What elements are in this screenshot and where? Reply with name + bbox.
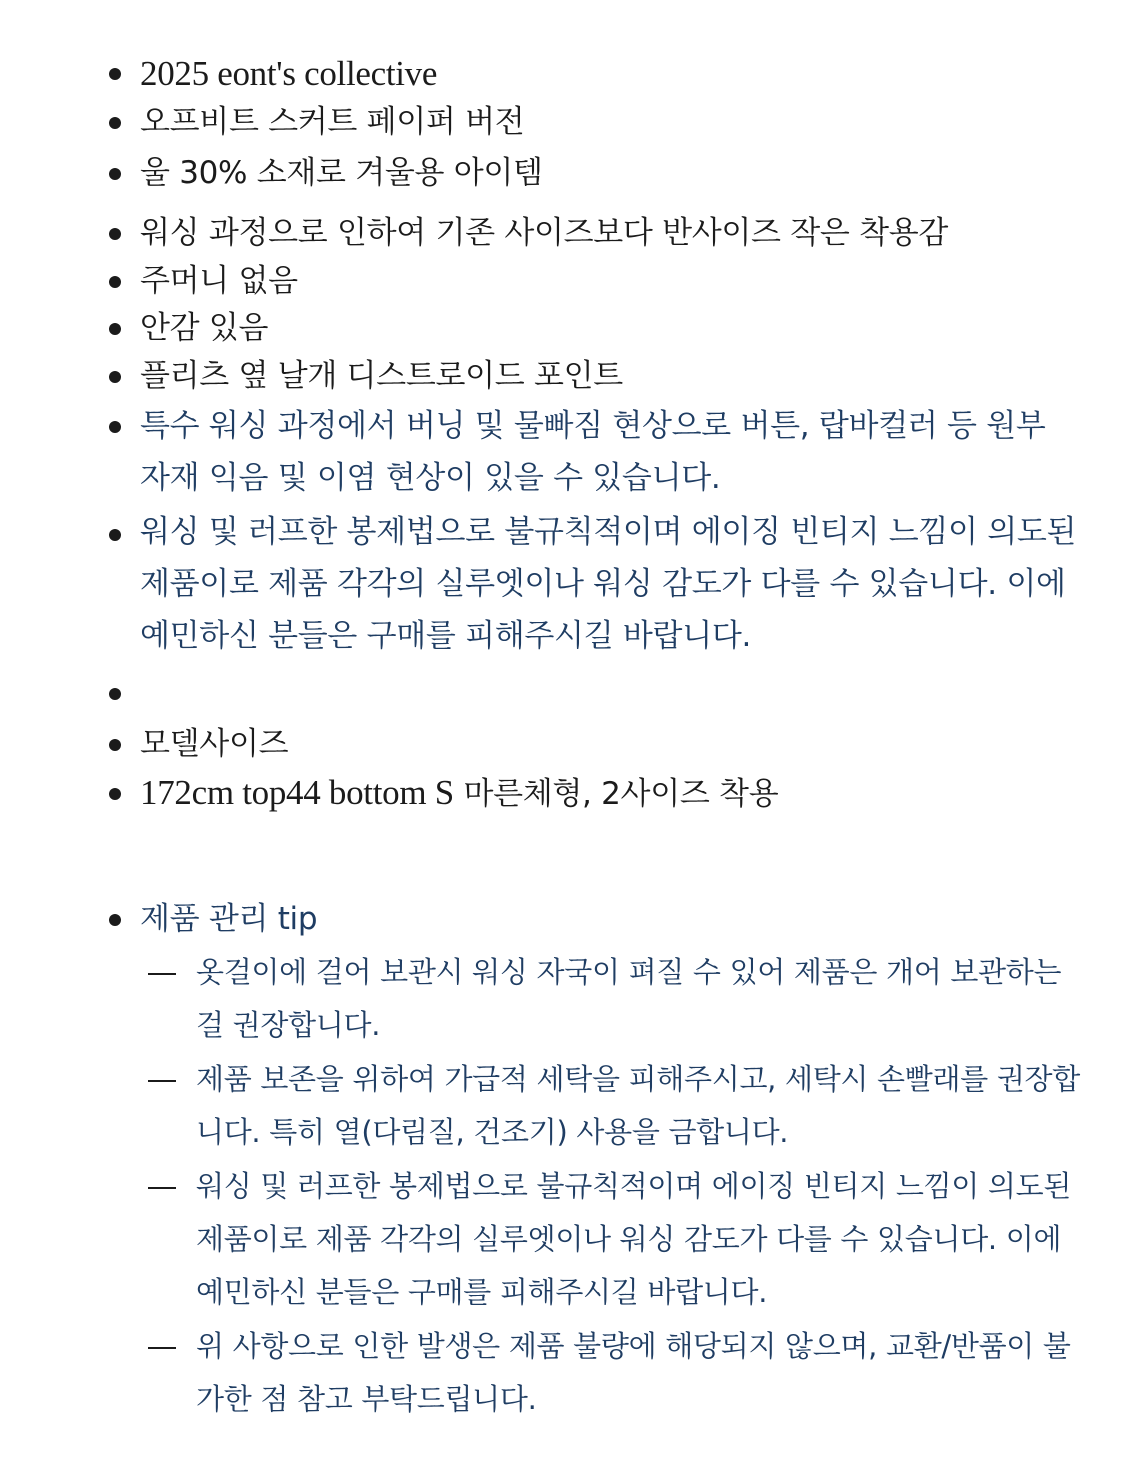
model-size-value: [140, 767, 1085, 820]
bullet-dot: [109, 68, 121, 80]
model-fit-note: 마른체형, 2사이즈 착용: [463, 776, 779, 812]
list-item-text: 특수 워싱 과정에서 버닝 및 물빠짐 현상으로 버튼, 랍바컬러 등 원부자재 익음 및 이염 현상이 있을 수 있습니다.: [140, 408, 1046, 496]
list-item-text: 안감 있음: [140, 310, 269, 346]
bullet-dot: [109, 371, 121, 383]
care-title-text: 제품 관리 tip: [140, 901, 318, 937]
bullet-dot: [109, 323, 121, 335]
em-dash: [148, 1080, 176, 1082]
bullet-dot: [109, 739, 121, 751]
list-item-text: 오프비트 스커트 페이퍼 버전: [140, 104, 525, 140]
care-tip-text: 옷걸이에 걸어 보관시 워싱 자국이 펴질 수 있어 제품은 개어 보관하는 걸 권장합니다.: [196, 955, 1062, 1042]
em-dash: [148, 973, 176, 975]
list-item-text: 워싱 과정으로 인하여 기존 사이즈보다 반사이즈 작은 착용감: [140, 215, 949, 251]
bullet-dot: [109, 688, 121, 700]
list-item-text: 주머니 없음: [140, 263, 298, 299]
care-tip-text: 제품 보존을 위하여 가급적 세탁을 피해주시고, 세탁시 손빨래를 권장합니다. 특히 열(다림질, 건조기) 사용을 금합니다.: [196, 1062, 1080, 1149]
bullet-dot: [109, 228, 121, 240]
collection-name: 2025 eont's collective: [140, 54, 438, 93]
bullet-dot: [109, 276, 121, 288]
model-measurements: 172cm top44 bottom S: [140, 773, 454, 812]
list-item-text: 플리츠 옆 날개 디스트로이드 포인트: [140, 358, 623, 394]
bullet-dot: [109, 168, 121, 180]
em-dash: [148, 1347, 176, 1349]
care-tip-text: 위 사항으로 인한 발생은 제품 불량에 해당되지 않으며, 교환/반품이 불가한 점 참고 부탁드립니다.: [196, 1329, 1071, 1416]
care-tip-text: 워싱 및 러프한 봉제법으로 불규칙적이며 에이징 빈티지 느낌이 의도된 제품이로 제품 각각의 실루엣이나 워싱 감도가 다를 수 있습니다. 이에 예민하신 분들은 구매를 피해주시길 바랍니다.: [196, 1169, 1072, 1309]
model-size-label: 모델사이즈: [140, 726, 289, 762]
bullet-dot: [109, 529, 121, 541]
bullet-dot: [109, 914, 121, 926]
bullet-dot: [109, 421, 121, 433]
em-dash: [148, 1187, 176, 1189]
care-title: [140, 893, 1085, 945]
bullet-dot: [109, 117, 121, 129]
list-item-text: 울 30% 소재로 겨울용 아이템: [140, 155, 543, 191]
bullet-dot: [109, 788, 121, 800]
list-item-text: 워싱 및 러프한 봉제법으로 불규칙적이며 에이징 빈티지 느낌이 의도된 제품이로 제품 각각의 실루엣이나 워싱 감도가 다를 수 있습니다. 이에 예민하신 분들은 구매를 피해주시길 바랍니다.: [140, 514, 1077, 654]
